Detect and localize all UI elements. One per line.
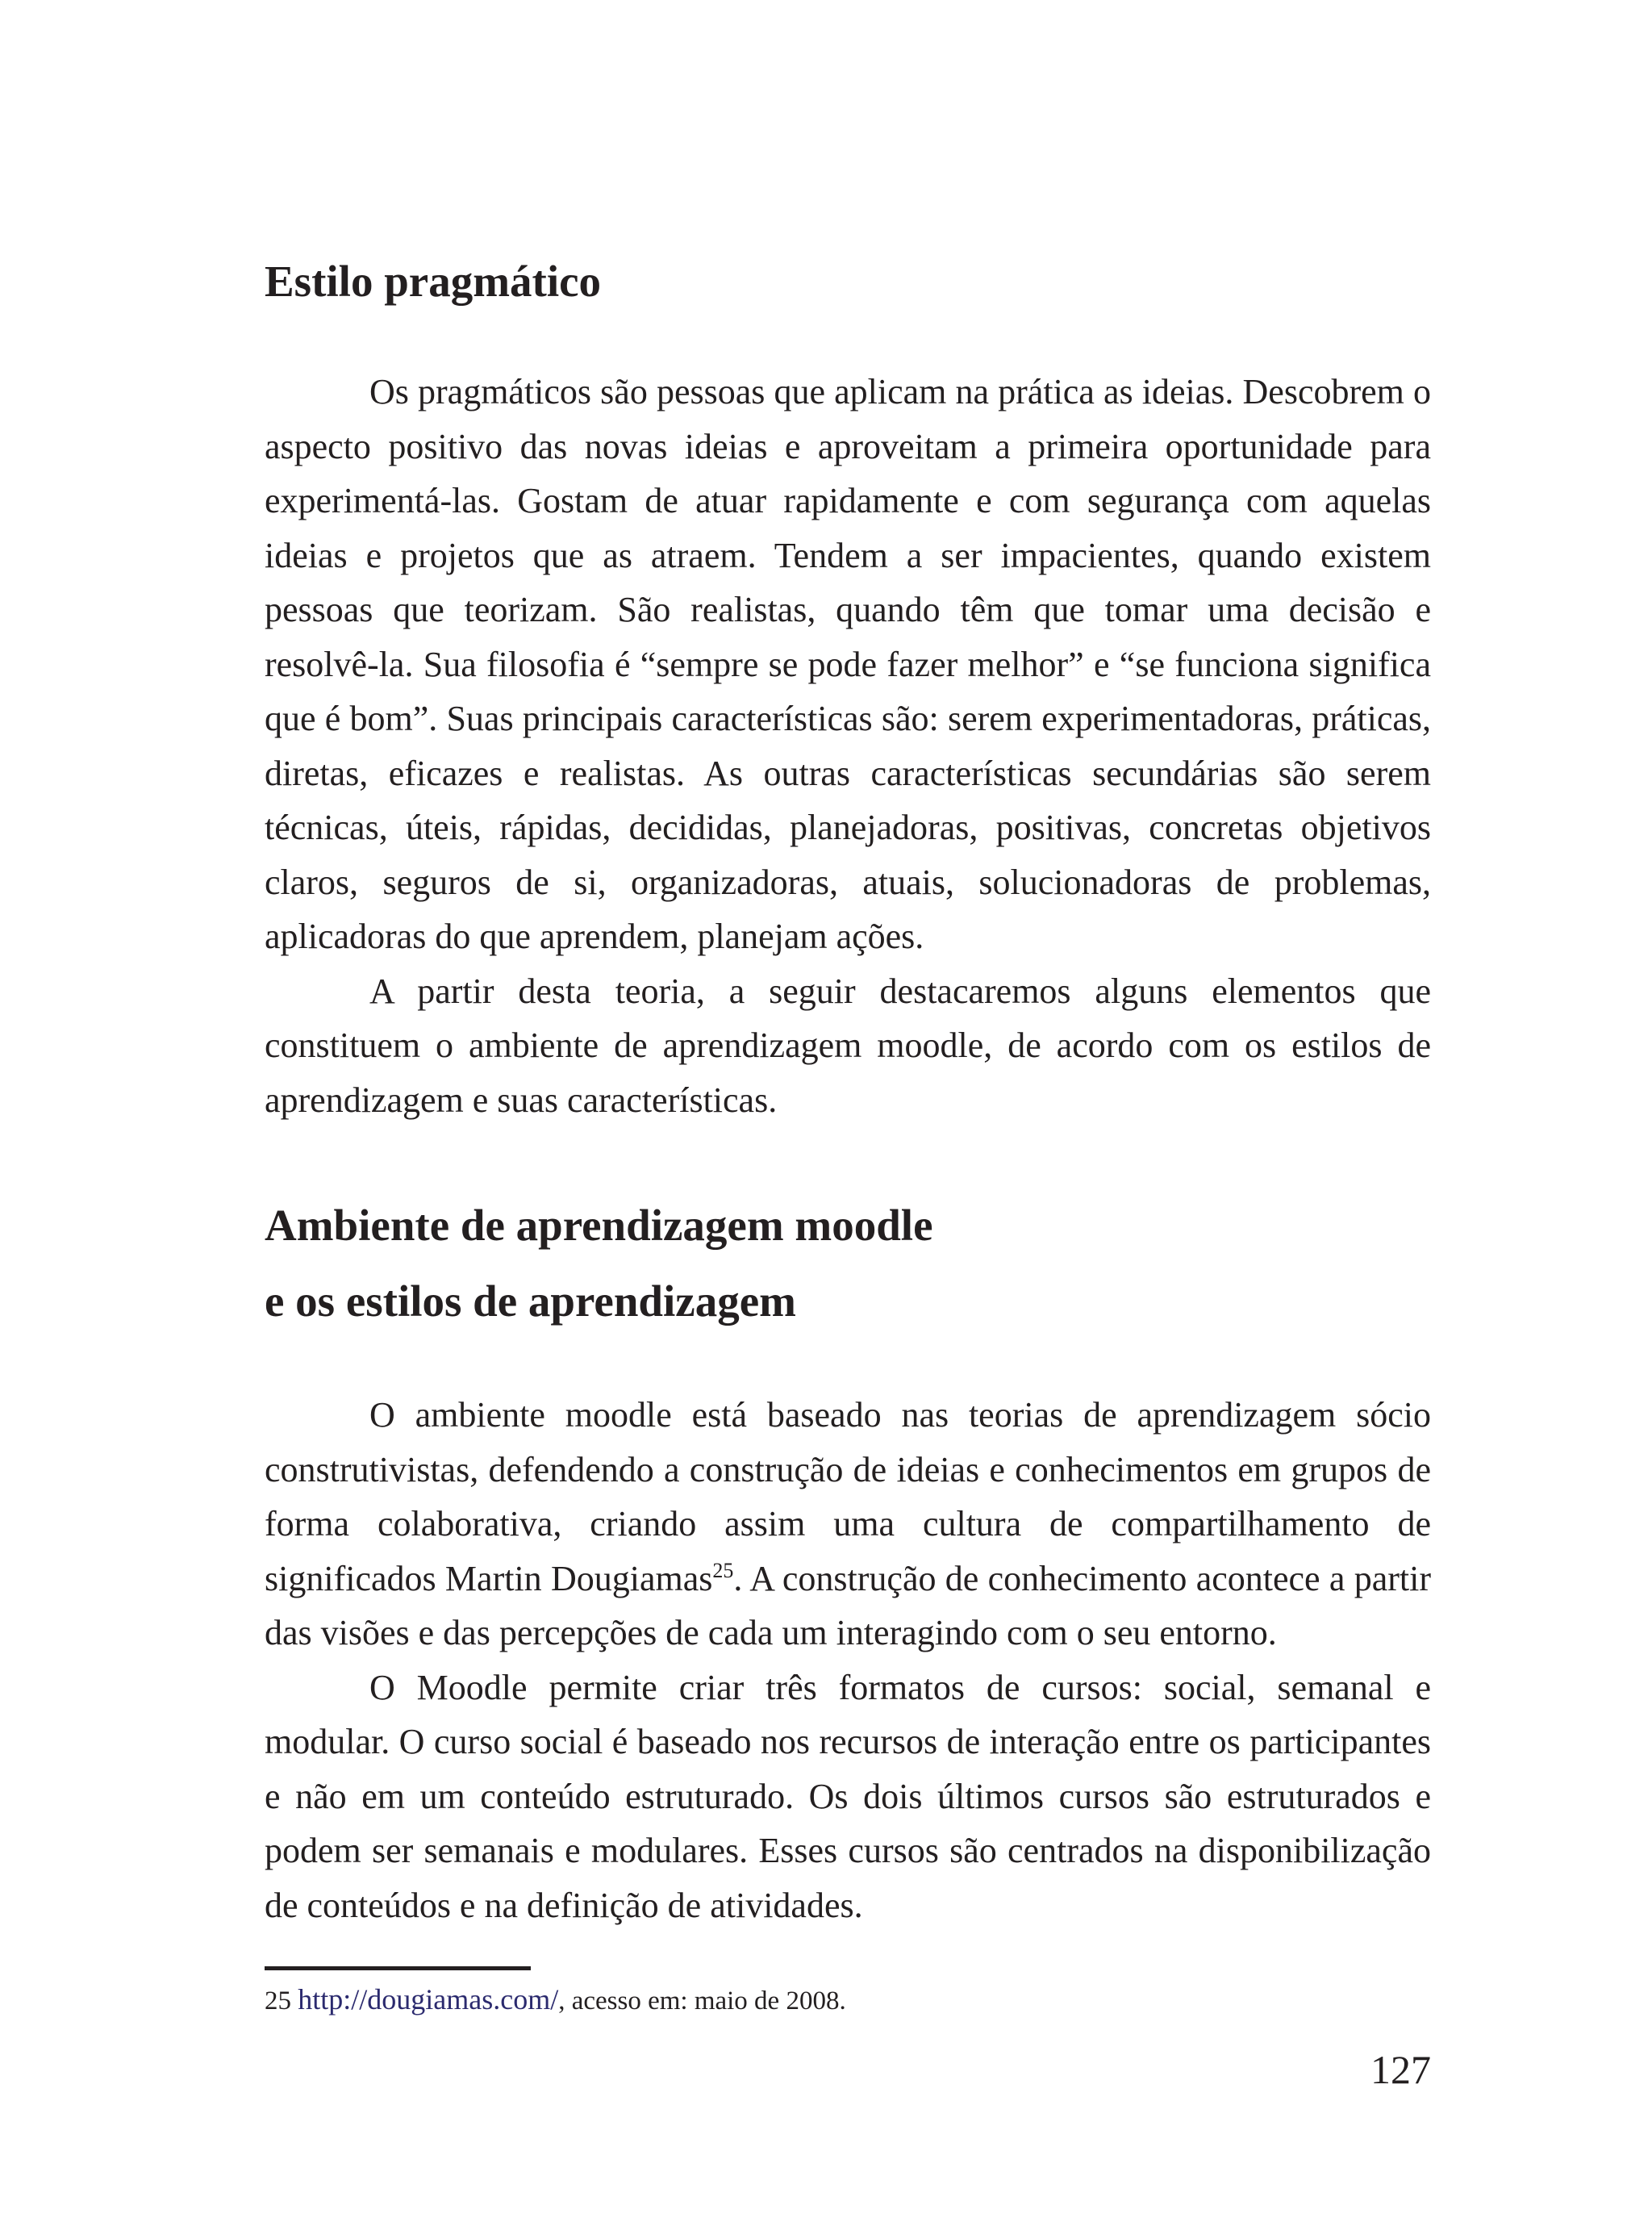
paragraph: A partir desta teoria, a seguir destacaremos alguns elementos que constituem o ambiente de aprendizagem moodle, de acordo com os estilos de aprendizagem e suas características. <box>265 971 1431 1120</box>
paragraph <box>265 1388 1431 1660</box>
footnote-reference[interactable]: 25 <box>712 1558 734 1582</box>
page-number: 127 <box>1370 2047 1431 2092</box>
footnote-link[interactable]: http://dougiamas.com/ <box>298 1983 559 2016</box>
section-heading-line: e os estilos de aprendizagem <box>265 1276 796 1326</box>
section-body-ambiente-moodle <box>265 1388 1431 1932</box>
paragraph: O Moodle permite criar três formatos de cursos: social, semanal e modular. O curso social é baseado nos recursos de interação entre os participantes e não em um conteúdo estruturado. Os dois últimos cursos são estruturados e podem ser semanais e modulares. Esses cursos são centrados na disponibilização de conteúdos e na definição de atividades. <box>265 1667 1431 1925</box>
footnote <box>265 1982 846 2019</box>
paragraph: Os pragmáticos são pessoas que aplicam na prática as ideias. Descobrem o aspecto positivo das novas ideias e aproveitam a primeira oportunidade para experimentá-las. Gostam de atuar rapidamente e com segurança com aquelas ideias e projetos que as atraem. Tendem a ser impacientes, quando existem pessoas que teorizam. São realistas, quando têm que tomar uma decisão e resolvê-la. Sua filosofia é “sempre se pode fazer melhor” e “se funciona significa que é bom”. Suas principais características são: serem experimentadoras, práticas, diretas, eficazes e realistas. As outras características secundárias são serem técnicas, úteis, rápidas, decididas, planejadoras, positivas, concretas objetivos claros, seguros de si, organizadoras, atuais, solucionadoras de problemas, aplicadoras do que aprendem, planejam ações. <box>265 372 1431 956</box>
footnote-number: 25 <box>265 1986 291 2016</box>
section-body-estilo-pragmatico <box>265 365 1431 1127</box>
footnote-separator <box>265 1966 531 1970</box>
section-heading-ambiente-moodle <box>265 1188 933 1339</box>
paragraph-text: . A construção de conhecimento acontece a partir das visões e das percepções de cada um interagindo com o seu entorno. <box>265 1558 1431 1652</box>
footnote-text: , acesso em: maio de 2008. <box>558 1986 846 2016</box>
section-heading-line: Ambiente de aprendizagem moodle <box>265 1201 933 1250</box>
paragraph-text: O ambiente moodle está baseado nas teorias de aprendizagem sócio construtivistas, defendendo a construção de ideias e conhecimentos em grupos de forma colaborativa, criando assim uma cultura de compartilhamento de significados Martin Dougiamas <box>265 1395 1431 1598</box>
section-heading-estilo-pragmatico: Estilo pragmático <box>265 257 602 306</box>
